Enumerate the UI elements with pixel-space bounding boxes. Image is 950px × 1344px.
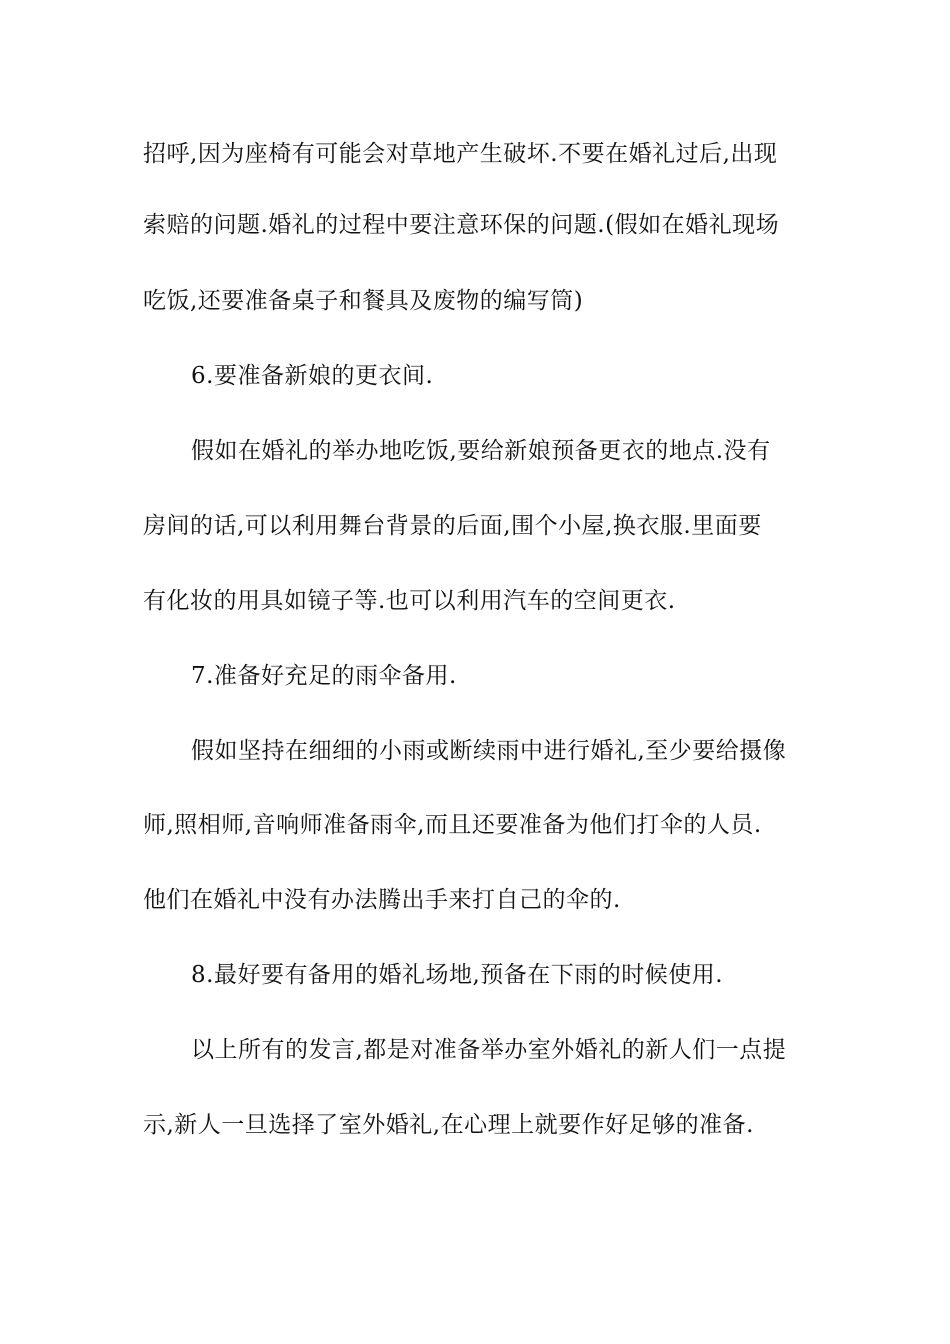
paragraph-line: 吃饭,还要准备桌子和餐具及废物的编写筒) xyxy=(143,288,584,314)
paragraph-line: 房间的话,可以利用舞台背景的后面,围个小屋,换衣服.里面要 xyxy=(143,513,762,539)
paragraph-line: 示,新人一旦选择了室外婚礼,在心理上就要作好足够的准备. xyxy=(143,1112,754,1138)
paragraph-line: 假如坚持在细细的小雨或断续雨中进行婚礼,至少要给摄像 xyxy=(191,738,787,764)
paragraph-line: 假如在婚礼的举办地吃饭,要给新娘预备更衣的地点.没有 xyxy=(191,438,771,464)
section-heading-7: 7.准备好充足的雨伞备用. xyxy=(191,663,457,689)
paragraph-line: 他们在婚礼中没有办法腾出手来打自己的伞的. xyxy=(143,887,621,913)
paragraph-line: 招呼,因为座椅有可能会对草地产生破坏.不要在婚礼过后,出现 xyxy=(143,141,778,167)
section-heading-8: 8.最好要有备用的婚礼场地,预备在下雨的时候使用. xyxy=(191,962,724,988)
paragraph-line: 师,照相师,音响师准备雨伞,而且还要准备为他们打伞的人员. xyxy=(143,812,762,838)
paragraph-line: 以上所有的发言,都是对准备举办室外婚礼的新人们一点提 xyxy=(191,1037,787,1063)
paragraph-line: 索赔的问题.婚礼的过程中要注意环保的问题.(假如在婚礼现场 xyxy=(143,212,780,238)
section-heading-6: 6.要准备新娘的更衣间. xyxy=(191,363,434,389)
paragraph-line: 有化妆的用具如镜子等.也可以利用汽车的空间更衣. xyxy=(143,588,676,614)
